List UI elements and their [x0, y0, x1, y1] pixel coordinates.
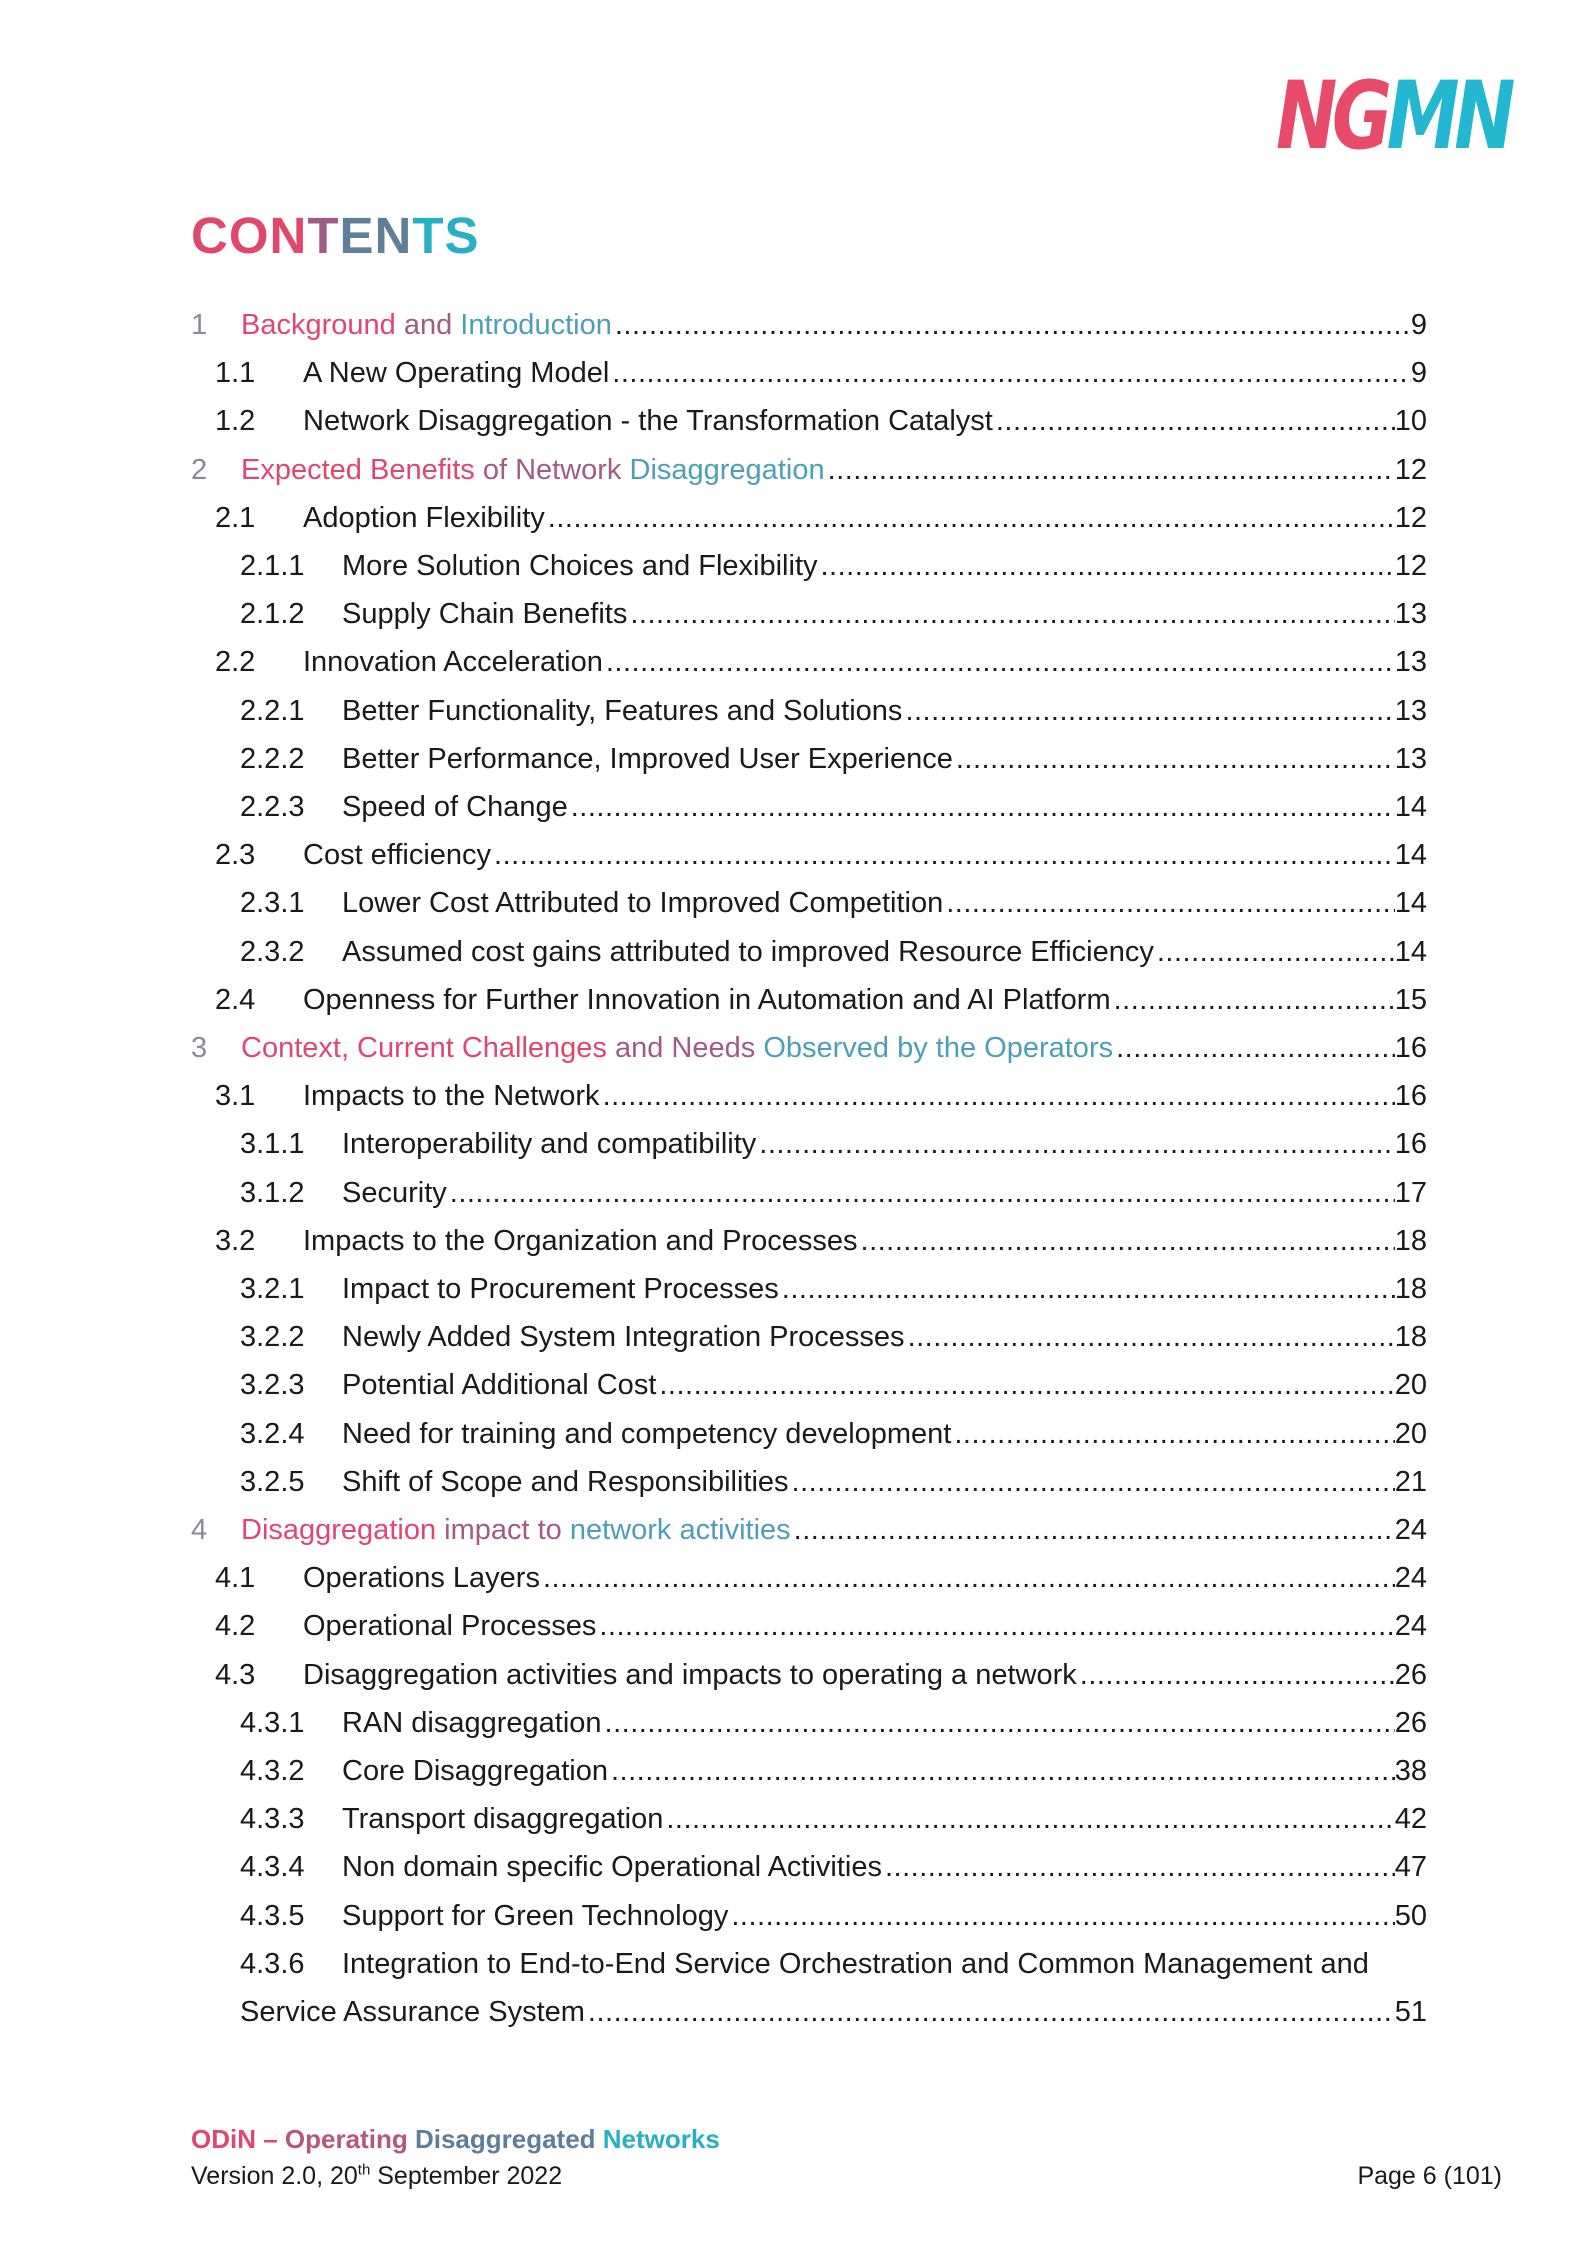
toc-entry-number: 2.2.3: [240, 791, 305, 823]
toc-entry-number: 3.1.2: [240, 1176, 305, 1209]
toc-entry[interactable]: [240, 783, 1427, 831]
toc-dot-leader: [954, 1410, 1394, 1458]
toc-dot-leader: [996, 397, 1395, 445]
toc-entry-title: Core Disaggregation: [342, 1755, 608, 1787]
toc-entry[interactable]: [215, 1072, 1427, 1120]
toc-entry-number: 4.3.2: [240, 1755, 305, 1787]
toc-entry-number: 3: [191, 1032, 208, 1064]
ngmn-logo: NGMN: [1275, 62, 1510, 171]
toc-dot-leader: [603, 1072, 1395, 1120]
toc-entry-title: Background and Introduction: [241, 309, 612, 341]
toc-dot-leader: [946, 879, 1394, 927]
toc-entry-number: 2.1: [215, 501, 256, 534]
toc-entry-page: 14: [1394, 887, 1427, 920]
toc-entry-title: Operational Processes: [303, 1610, 597, 1643]
toc-entry-page: 16: [1394, 1128, 1427, 1161]
toc-dot-leader: [861, 1217, 1395, 1265]
toc-entry-continuation[interactable]: [240, 1988, 1427, 2036]
toc-entry[interactable]: [191, 1024, 1427, 1072]
toc-entry-page: 21: [1394, 1465, 1427, 1498]
toc-entry-number: 2.3.1: [240, 887, 305, 920]
toc-entry-page: 47: [1394, 1851, 1427, 1884]
toc-entry-page: 13: [1394, 694, 1427, 727]
toc-entry-number: 4: [191, 1514, 208, 1546]
toc-dot-leader: [599, 1602, 1394, 1650]
toc-entry-title: Supply Chain Benefits: [342, 598, 628, 631]
toc-entry[interactable]: [215, 397, 1427, 445]
toc-dot-leader: [1114, 976, 1395, 1024]
toc-entry-page: 14: [1394, 935, 1427, 968]
toc-entry-number: 2.1.2: [240, 598, 305, 631]
toc-entry-title: A New Operating Model: [303, 357, 610, 390]
toc-entry-number: 1: [191, 309, 208, 341]
toc-dot-leader: [606, 638, 1395, 686]
toc-entry[interactable]: [240, 1361, 1427, 1409]
toc-entry-page: 24: [1394, 1610, 1427, 1643]
toc-dot-leader: [630, 590, 1394, 638]
toc-entry-page: 24: [1394, 1514, 1427, 1546]
toc-entry-title: Support for Green Technology: [342, 1899, 729, 1932]
toc-entry-page: 9: [1410, 309, 1427, 341]
toc-entry-page: 18: [1394, 1224, 1427, 1257]
toc-entry-title: Security: [342, 1176, 447, 1209]
toc-entry-number: 3.1: [215, 1080, 256, 1113]
toc-entry[interactable]: [240, 928, 1427, 976]
toc-entry[interactable]: [191, 1506, 1427, 1554]
toc-dot-leader: [956, 735, 1395, 783]
toc-entry-page: 13: [1394, 646, 1427, 679]
toc-entry[interactable]: [215, 349, 1427, 397]
toc-dot-leader: [588, 1988, 1395, 2036]
toc-entry[interactable]: [240, 1843, 1427, 1891]
toc-entry[interactable]: [240, 542, 1427, 590]
toc-entry-number: 3.2.3: [240, 1369, 305, 1402]
toc-entry-page: 9: [1410, 357, 1427, 390]
toc-dot-leader: [782, 1265, 1395, 1313]
toc-entry[interactable]: [215, 976, 1427, 1024]
toc-entry-page: 42: [1394, 1803, 1427, 1836]
toc-dot-leader: [571, 783, 1395, 831]
toc-entry-title: Operations Layers: [303, 1562, 540, 1595]
title-part: CON: [191, 207, 308, 264]
toc-dot-leader: [908, 1313, 1395, 1361]
title-part: EN: [339, 207, 413, 264]
toc-entry-title: Adoption Flexibility: [303, 501, 545, 534]
toc-dot-leader: [494, 831, 1395, 879]
toc-entry-title: Disaggregation activities and impacts to operating a network: [303, 1658, 1077, 1691]
toc-entry-page: 20: [1394, 1417, 1427, 1450]
toc-entry-number: 1.2: [215, 405, 256, 438]
toc-entry-title: Network Disaggregation - the Transformation Catalyst: [303, 405, 993, 438]
toc-entry-page: 51: [1394, 1996, 1427, 2028]
toc-entry-number: 4.3.5: [240, 1899, 305, 1932]
toc-entry[interactable]: [240, 1169, 1427, 1217]
toc-dot-leader: [450, 1169, 1395, 1217]
toc-entry[interactable]: [240, 879, 1427, 927]
toc-entry-number: 3.2.4: [240, 1417, 305, 1450]
toc-entry-title: Integration to End-to-End Service Orchestration and Common Management and: [342, 1947, 1369, 1980]
toc-entry[interactable]: [240, 1265, 1427, 1313]
toc-entry-page: 16: [1394, 1080, 1427, 1113]
toc-dot-leader: [792, 1458, 1395, 1506]
toc-entry[interactable]: [240, 687, 1427, 735]
toc-entry[interactable]: [240, 1410, 1427, 1458]
toc-entry[interactable]: [240, 590, 1427, 638]
toc-entry-title: Disaggregation impact to network activities: [241, 1514, 791, 1546]
toc-entry-title: Impact to Procurement Processes: [342, 1273, 779, 1305]
toc-entry-title: Potential Additional Cost: [342, 1369, 657, 1402]
toc-entry-number: 4.3.6: [240, 1947, 305, 1980]
toc-entry-page: 17: [1394, 1176, 1427, 1209]
toc-entry-title: Need for training and competency development: [342, 1417, 952, 1450]
toc-entry[interactable]: [240, 1892, 1427, 1940]
toc-entry-title: Impacts to the Network: [303, 1080, 600, 1113]
toc-entry-page: 18: [1394, 1273, 1427, 1305]
toc-dot-leader: [794, 1506, 1395, 1554]
toc-entry[interactable]: [215, 1651, 1427, 1699]
toc-dot-leader: [615, 301, 1411, 349]
toc-dot-leader: [1080, 1651, 1395, 1699]
toc-entry-title: Shift of Scope and Responsibilities: [342, 1465, 789, 1498]
toc-entry-number: 4.2: [215, 1610, 256, 1643]
toc-dot-leader: [611, 1747, 1395, 1795]
toc-entry-page: 38: [1394, 1755, 1427, 1787]
toc-entry-title: Better Performance, Improved User Experience: [342, 742, 953, 775]
toc-dot-leader: [666, 1795, 1394, 1843]
toc-entry-page: 20: [1394, 1369, 1427, 1402]
toc-entry[interactable]: [240, 1795, 1427, 1843]
toc-entry-title: Assumed cost gains attributed to improved Resource Efficiency: [342, 935, 1154, 968]
toc-entry[interactable]: [240, 1313, 1427, 1361]
toc-entry[interactable]: [191, 446, 1427, 494]
page-title: [191, 207, 480, 264]
toc-entry[interactable]: [215, 494, 1427, 542]
footer-page-number: Page 6 (101): [1357, 2162, 1502, 2190]
toc-dot-leader: [612, 349, 1411, 397]
toc-entry-page: 12: [1394, 453, 1427, 486]
toc-entry-number: 1.1: [215, 357, 256, 390]
toc-entry-title: Interoperability and compatibility: [342, 1128, 757, 1161]
toc-entry-number: 3.2.2: [240, 1321, 305, 1354]
toc-entry-page: 16: [1394, 1032, 1427, 1064]
toc-entry-page: 14: [1394, 839, 1427, 872]
footer-document-title: ODiN – Operating Disaggregated Networks: [191, 2124, 720, 2154]
toc-dot-leader: [821, 542, 1395, 590]
toc-entry[interactable]: [215, 1217, 1427, 1265]
toc-entry-page: 12: [1394, 550, 1427, 582]
toc-entry[interactable]: [215, 1602, 1427, 1650]
toc-dot-leader: [905, 687, 1394, 735]
toc-entry-number: 4.3.4: [240, 1851, 305, 1884]
toc-dot-leader: [731, 1892, 1394, 1940]
toc-entry-page: 26: [1394, 1706, 1427, 1739]
toc-entry-page: 10: [1394, 405, 1427, 438]
toc-entry[interactable]: [240, 1699, 1427, 1747]
toc-entry-page: 13: [1394, 742, 1427, 775]
toc-dot-leader: [759, 1120, 1394, 1168]
toc-entry-page: 13: [1394, 598, 1427, 631]
toc-dot-leader: [659, 1361, 1394, 1409]
toc-entry-number: 2.4: [215, 983, 256, 1016]
toc-entry[interactable]: [240, 1120, 1427, 1168]
toc-entry-title: Speed of Change: [342, 791, 568, 823]
toc-entry-title: Innovation Acceleration: [303, 646, 603, 679]
title-part: TS: [412, 207, 480, 264]
toc-entry-title: Cost efficiency: [303, 839, 492, 872]
toc-entry-page: 14: [1394, 791, 1427, 823]
toc-entry-number: 2.2.1: [240, 694, 305, 727]
toc-entry[interactable]: [215, 831, 1427, 879]
toc-entry-title: Impacts to the Organization and Processes: [303, 1224, 858, 1257]
toc-dot-leader: [1157, 928, 1395, 976]
toc-entry-title: Openness for Further Innovation in Automation and AI Platform: [303, 983, 1111, 1016]
toc-entry-page: 50: [1394, 1899, 1427, 1932]
toc-entry-title: Lower Cost Attributed to Improved Competition: [342, 887, 944, 920]
toc-dot-leader: [543, 1554, 1395, 1602]
toc-entry-title: Better Functionality, Features and Solutions: [342, 694, 903, 727]
toc-entry[interactable]: [240, 735, 1427, 783]
toc-entry-number: 3.2.5: [240, 1465, 305, 1498]
toc-entry-number: 2.2: [215, 646, 256, 679]
toc-entry-page: 18: [1394, 1321, 1427, 1354]
toc-entry-number: 2.3: [215, 839, 256, 872]
toc-entry-number: 3.2: [215, 1224, 256, 1257]
title-part: T: [307, 207, 340, 264]
toc-entry-number: 3.1.1: [240, 1128, 305, 1161]
toc-dot-leader: [828, 446, 1395, 494]
toc-entry-page: 26: [1394, 1658, 1427, 1691]
toc-entry[interactable]: [240, 1458, 1427, 1506]
toc-dot-leader: [605, 1699, 1395, 1747]
toc-entry-title: RAN disaggregation: [342, 1706, 602, 1739]
toc-entry[interactable]: [240, 1747, 1427, 1795]
toc-entry-page: 24: [1394, 1562, 1427, 1595]
toc-entry-title: Context, Current Challenges and Needs Observed by the Operators: [241, 1032, 1114, 1064]
toc-dot-leader: [1116, 1024, 1395, 1072]
toc-entry[interactable]: [215, 638, 1427, 686]
footer-version: Version 2.0, 20th September 2022: [191, 2161, 563, 2190]
toc-entry-title: Non domain specific Operational Activities: [342, 1851, 882, 1884]
toc-entry-page: 12: [1394, 501, 1427, 534]
toc-entry-number: 4.3.3: [240, 1803, 305, 1836]
toc-entry-page: 15: [1394, 983, 1427, 1016]
toc-entry-title: More Solution Choices and Flexibility: [342, 550, 818, 582]
toc-entry-title-continuation: Service Assurance System: [240, 1996, 585, 2028]
toc-entry-title: Expected Benefits of Network Disaggregation: [241, 453, 825, 486]
toc-entry-number: 2.3.2: [240, 935, 305, 968]
toc-entry-number: 3.2.1: [240, 1273, 305, 1305]
toc-entry[interactable]: [240, 1940, 1427, 1988]
toc-entry-number: 4.1: [215, 1562, 256, 1595]
toc-entry-number: 2: [191, 453, 208, 486]
toc-entry-number: 2.1.1: [240, 550, 305, 582]
toc-dot-leader: [885, 1843, 1395, 1891]
toc-entry-number: 2.2.2: [240, 742, 305, 775]
toc-entry[interactable]: [191, 301, 1427, 349]
toc-entry-number: 4.3.1: [240, 1706, 305, 1739]
toc-dot-leader: [548, 494, 1395, 542]
toc-entry[interactable]: [215, 1554, 1427, 1602]
toc-entry-title: Newly Added System Integration Processes: [342, 1321, 905, 1354]
toc-entry-number: 4.3: [215, 1658, 256, 1691]
toc-entry-title: Transport disaggregation: [342, 1803, 664, 1836]
